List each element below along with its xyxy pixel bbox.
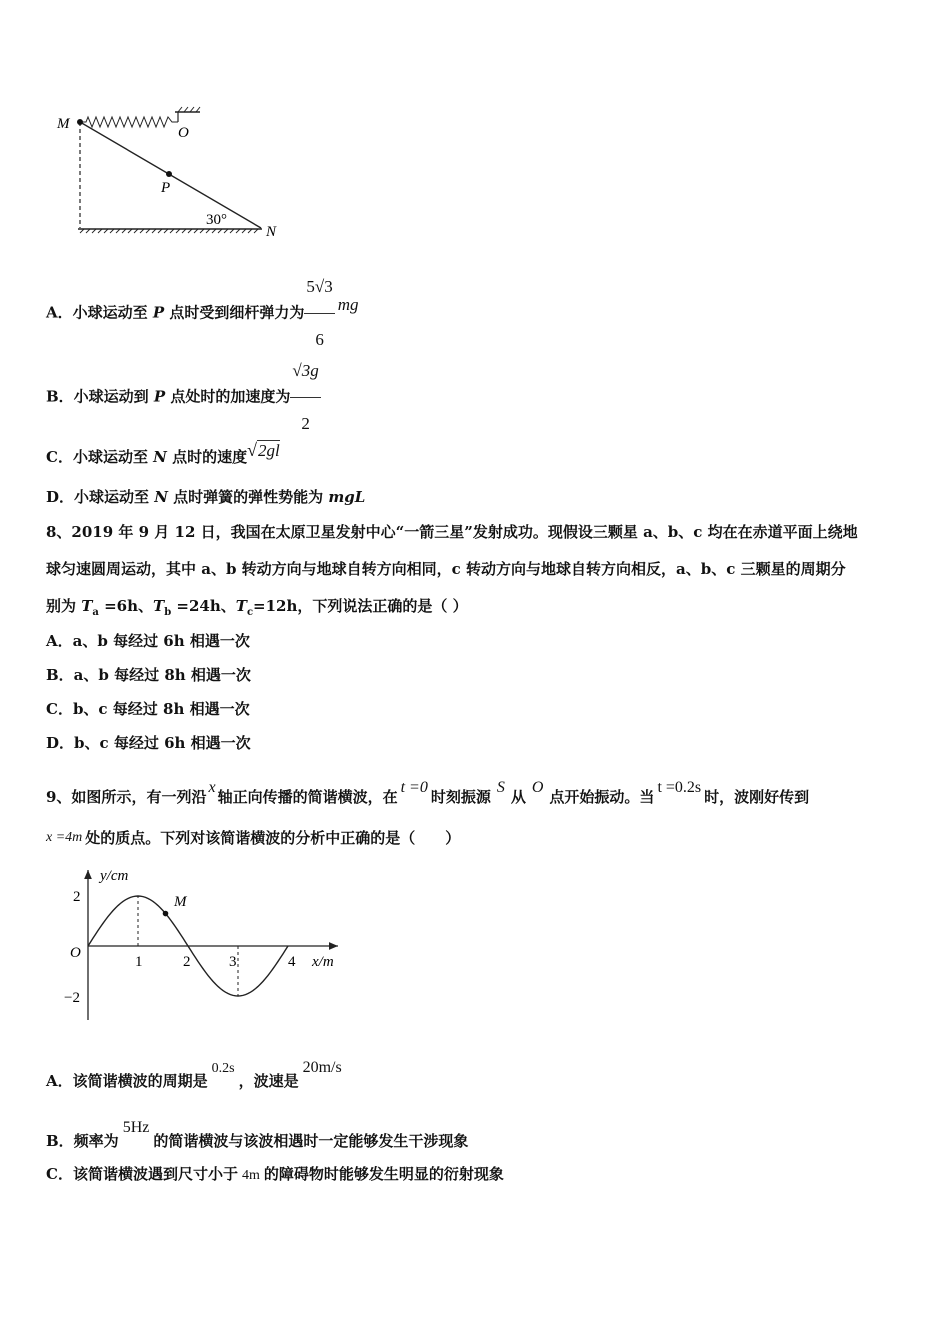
label-angle: 30° bbox=[206, 212, 227, 228]
q9-x: x bbox=[208, 779, 216, 796]
q8-ta-var: T bbox=[81, 597, 93, 615]
label-P: P bbox=[161, 180, 171, 196]
ytick-neg2: −2 bbox=[64, 990, 80, 1006]
q8-tc-var: T bbox=[235, 597, 247, 615]
q9-o: O bbox=[531, 779, 544, 796]
q9-t4: 从 bbox=[510, 788, 526, 806]
q7b-frac-num: √3g bbox=[290, 346, 320, 398]
q9-t7: 处的质点。下列对该简谐横波的分析中正确的是（ ） bbox=[85, 829, 461, 847]
q8-line3-prefix: 别为 bbox=[46, 597, 82, 615]
q7c-text: 点时的速度 bbox=[166, 448, 248, 466]
q9b-t1: B．频率为 bbox=[46, 1132, 119, 1150]
q8-tc-sub: c bbox=[246, 607, 254, 618]
q9-option-b[interactable] bbox=[46, 1102, 469, 1150]
q8-ta-val: =6h、 bbox=[98, 597, 154, 615]
q7c-var: N bbox=[153, 448, 167, 466]
q8-option-c[interactable]: C．b、c 每经过 8h 相遇一次 bbox=[46, 700, 250, 718]
xtick-1: 1 bbox=[135, 954, 143, 970]
q9-s: S bbox=[496, 779, 505, 796]
q9-option-a[interactable] bbox=[46, 1042, 342, 1090]
q8-tb-var: T bbox=[153, 597, 165, 615]
q9-t6: 时，波刚好传到 bbox=[704, 788, 810, 806]
q8-option-a[interactable]: A．a、b 每经过 6h 相遇一次 bbox=[46, 632, 250, 650]
q9-t02: t =0.2s bbox=[657, 779, 702, 796]
y-label: y/cm bbox=[100, 868, 129, 884]
q7b-text: 点处时的加速度为 bbox=[165, 387, 291, 406]
q7d-text: 点时弹簧的弹性势能为 bbox=[167, 488, 329, 506]
xtick-2: 2 bbox=[183, 954, 191, 970]
q9-t5: 点开始振动。当 bbox=[549, 788, 655, 806]
q9c-v1: 4m bbox=[241, 1168, 260, 1183]
q7-option-c[interactable] bbox=[46, 425, 280, 469]
q9a-t2: ，波速是 bbox=[238, 1072, 299, 1090]
q9a-t1: A．该简谐横波的周期是 bbox=[46, 1072, 208, 1090]
q8-line-3 bbox=[46, 595, 468, 624]
xtick-3: 3 bbox=[229, 954, 237, 970]
q7-option-b[interactable] bbox=[46, 346, 321, 433]
q9b-v1: 5Hz bbox=[122, 1119, 150, 1136]
q8-option-b[interactable]: B．a、b 每经过 8h 相遇一次 bbox=[46, 666, 251, 684]
q9-t2: 轴正向传播的简谐横波，在 bbox=[217, 788, 398, 806]
q9-stem-line-2 bbox=[46, 825, 460, 851]
label-M: M bbox=[57, 116, 70, 132]
q8-tb-val: =24h、 bbox=[171, 597, 236, 615]
q9c-t2: 的障碍物时能够发生明显的衍射现象 bbox=[263, 1165, 504, 1183]
q7a-prefix: A．小球运动至 bbox=[46, 303, 153, 322]
q7c-sqrt-body: 2gl bbox=[258, 441, 280, 460]
q7a-var: P bbox=[152, 303, 165, 322]
q7b-prefix: B．小球运动到 bbox=[46, 387, 154, 406]
q7b-frac-den: 2 bbox=[301, 414, 310, 433]
q8-ta-sub: a bbox=[92, 607, 99, 618]
q9-stem-line-1 bbox=[46, 765, 809, 805]
ytick-2: 2 bbox=[73, 889, 81, 905]
q8-line-2: 球匀速圆周运动，其中 a、b 转动方向与地球自转方向相同，c 转动方向与地球自转方向相反，a、b、c 三颗星的周期分 bbox=[46, 560, 846, 578]
q9a-v2: 20m/s bbox=[302, 1059, 342, 1076]
origin-label: O bbox=[70, 945, 81, 961]
q7d-var: N bbox=[154, 488, 168, 506]
q9-t0: t =0 bbox=[400, 779, 428, 796]
q8-option-d[interactable]: D．b、c 每经过 6h 相遇一次 bbox=[46, 734, 251, 752]
q7a-frac-den: 6 bbox=[315, 330, 324, 349]
q7b-frac bbox=[290, 346, 320, 449]
q8-tb-sub: b bbox=[164, 607, 172, 618]
q9-x4m: x =4m bbox=[46, 830, 83, 845]
q7d-tail: mgL bbox=[328, 488, 366, 506]
incline-figure bbox=[50, 100, 290, 245]
q7a-text: 点时受到细杆弹力为 bbox=[164, 303, 305, 322]
q9-option-c[interactable] bbox=[46, 1163, 504, 1187]
q7c-prefix: C．小球运动至 bbox=[46, 448, 154, 466]
x-label: x/m bbox=[312, 954, 334, 970]
q7c-sqrt-symbol: √ bbox=[247, 440, 258, 460]
q7a-frac-num: 5√3 bbox=[304, 262, 334, 314]
q7b-var: P bbox=[153, 387, 166, 406]
wave-chart bbox=[60, 862, 350, 1027]
spring bbox=[80, 117, 178, 127]
q9c-t1: C．该简谐横波遇到尺寸小于 bbox=[46, 1165, 238, 1183]
q9b-t2: 的简谐横波与该波相遇时一定能够发生干涉现象 bbox=[153, 1132, 469, 1150]
q9-t1: 9、如图所示，有一列沿 bbox=[46, 788, 207, 806]
label-O: O bbox=[178, 125, 189, 141]
q8-tc-val: =12h，下列说法正确的是（ ） bbox=[253, 597, 468, 615]
q8-line-1: 8、2019 年 9 月 12 日，我国在太原卫星发射中心“一箭三星”发射成功。现假设三颗星 a、b、c 均在在赤道平面上绕地 bbox=[46, 523, 858, 541]
point-M-marker bbox=[163, 911, 169, 917]
q9a-v1: 0.2s bbox=[211, 1061, 235, 1076]
q7-option-a[interactable] bbox=[46, 262, 359, 349]
xtick-4: 4 bbox=[288, 954, 296, 970]
point-P bbox=[166, 171, 172, 177]
q7a-tail: mg bbox=[337, 294, 359, 314]
q7-option-d[interactable] bbox=[46, 486, 365, 508]
q9-t3: 时刻振源 bbox=[430, 788, 491, 806]
point-M bbox=[77, 119, 83, 125]
label-N: N bbox=[266, 224, 277, 240]
q7d-prefix: D．小球运动至 bbox=[46, 488, 155, 506]
point-M-label: M bbox=[174, 894, 187, 910]
